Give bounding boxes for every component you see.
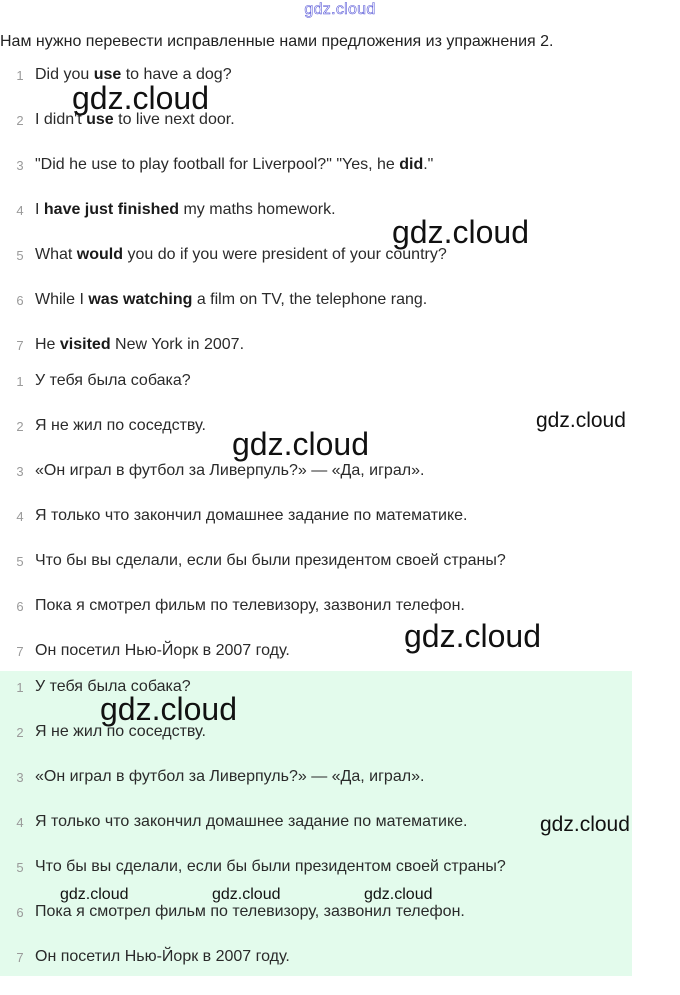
item-number: 6 — [16, 599, 24, 614]
sentence-text: He — [35, 336, 60, 353]
list-item — [0, 950, 680, 995]
answer-sentence: У тебя была собака? — [35, 678, 191, 695]
emphasized-text: use — [93, 66, 122, 83]
emphasized-text: would — [76, 246, 124, 263]
answer-sentence: «Он играл в футбол за Ливерпуль?» — «Да, играл». — [35, 768, 425, 785]
english-sentence — [35, 336, 244, 354]
item-number: 7 — [16, 644, 24, 659]
russian-sentence: У тебя была собака? — [35, 372, 191, 389]
sentence-text: What — [35, 246, 77, 263]
list-item — [0, 725, 680, 770]
answer-sentence: Он посетил Нью-Йорк в 2007 году. — [35, 948, 290, 965]
item-number: 4 — [16, 509, 24, 524]
list-item — [0, 293, 680, 338]
answer-sentence: Пока я смотрел фильм по телевизору, зазвонил телефон. — [35, 903, 465, 920]
item-number: 6 — [16, 905, 24, 920]
sentence-text: New York in 2007. — [110, 336, 245, 353]
sentence-text: While I — [35, 291, 89, 308]
watermark: gdz.cloud — [72, 80, 209, 116]
list-item — [0, 509, 680, 554]
item-number: 3 — [16, 770, 24, 785]
list-item — [0, 113, 680, 158]
item-number: 4 — [16, 815, 24, 830]
emphasized-text: have just finished — [43, 201, 180, 218]
answer-sentence: Я только что закончил домашнее задание по математике. — [35, 813, 468, 830]
emphasized-text: use — [86, 111, 114, 128]
item-number: 7 — [16, 950, 24, 965]
list-item — [0, 554, 680, 599]
list-item — [0, 599, 680, 644]
english-sentence — [35, 291, 427, 309]
watermark: gdz.cloud — [100, 691, 237, 727]
sentence-text: a film on TV, the telephone rang. — [192, 291, 428, 308]
russian-sentence: Он посетил Нью-Йорк в 2007 году. — [35, 642, 290, 659]
site-watermark-header: gdz.cloud — [304, 1, 376, 18]
watermark: gdz.cloud — [392, 214, 529, 250]
sentence-text: ." — [423, 156, 434, 173]
sentence-text: to have a dog? — [121, 66, 232, 83]
item-number: 6 — [16, 293, 24, 308]
item-number: 3 — [16, 464, 24, 479]
item-number: 1 — [16, 68, 24, 83]
russian-sentence: Я только что закончил домашнее задание по математике. — [35, 507, 468, 524]
item-number: 2 — [16, 725, 24, 740]
item-number: 2 — [16, 419, 24, 434]
item-number: 4 — [16, 203, 24, 218]
item-number: 3 — [16, 158, 24, 173]
item-number: 2 — [16, 113, 24, 128]
sentence-text: to live next door. — [113, 111, 235, 128]
watermark: gdz.cloud — [232, 426, 369, 462]
item-number: 5 — [16, 248, 24, 263]
watermark: gdz.cloud — [60, 886, 129, 903]
sentence-text: my maths homework. — [179, 201, 336, 218]
item-number: 5 — [16, 554, 24, 569]
item-number: 1 — [16, 680, 24, 695]
sentence-text: "Did he use to play football for Liverpool?" "Yes, he — [35, 156, 400, 173]
item-number: 7 — [16, 338, 24, 353]
sentence-text: I — [35, 201, 44, 218]
answer-sentence: Что бы вы сделали, если бы были президентом своей страны? — [35, 858, 506, 875]
emphasized-text: visited — [59, 336, 111, 353]
emphasized-text: did — [399, 156, 424, 173]
english-sentence — [35, 201, 336, 219]
item-number: 5 — [16, 860, 24, 875]
sentence-text: I didn't — [35, 111, 87, 128]
list-item — [0, 905, 680, 950]
sentence-text: you do if you were president of your country? — [123, 246, 447, 263]
list-item — [0, 248, 680, 293]
emphasized-text: was watching — [88, 291, 193, 308]
list-item — [0, 203, 680, 248]
sentence-text: Did you — [35, 66, 94, 83]
list-item — [0, 770, 680, 815]
watermark: gdz.cloud — [404, 618, 541, 654]
english-sentence — [35, 156, 433, 174]
russian-sentence: Что бы вы сделали, если бы были президентом своей страны? — [35, 552, 506, 569]
watermark: gdz.cloud — [212, 886, 281, 903]
item-number: 1 — [16, 374, 24, 389]
russian-sentence: Пока я смотрел фильм по телевизору, зазвонил телефон. — [35, 597, 465, 614]
russian-sentence: «Он играл в футбол за Ливерпуль?» — «Да, играл». — [35, 462, 425, 479]
answer-sentence: Я не жил по соседству. — [35, 723, 206, 740]
list-item — [0, 158, 680, 203]
watermark: gdz.cloud — [540, 813, 630, 836]
english-sentence — [35, 246, 447, 264]
watermark: gdz.cloud — [364, 886, 433, 903]
watermark: gdz.cloud — [536, 409, 626, 432]
russian-sentence: Я не жил по соседству. — [35, 417, 206, 434]
task-intro: Нам нужно перевести исправленные нами предложения из упражнения 2. — [0, 33, 554, 50]
list-item — [0, 464, 680, 509]
